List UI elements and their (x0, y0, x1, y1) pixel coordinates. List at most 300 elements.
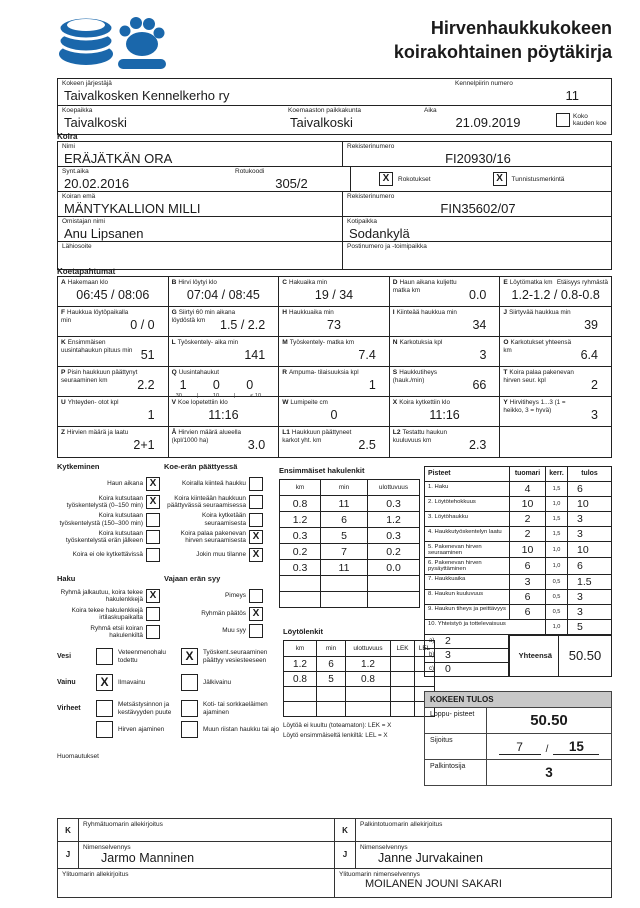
cell-value: 1 (147, 408, 155, 422)
cell-label: Ensimmäisen uusintahaukun pituus min (61, 339, 133, 354)
event-cell-empty (500, 427, 611, 457)
cell-label: Hakuaika min (288, 279, 328, 286)
cell-code: Z (61, 429, 66, 436)
full-season-checkbox[interactable] (556, 113, 570, 127)
field-dam-reg-number (343, 192, 611, 216)
q-sub-under10: < 10 (250, 392, 262, 399)
checkbox[interactable] (146, 607, 160, 621)
cell-label: Siirtyvää haukkua min (509, 309, 571, 316)
cell-value: 2.2 (137, 378, 155, 392)
field-label: Koko kauden koe (573, 112, 607, 127)
cell: 0.8 (280, 496, 321, 512)
cell-value: 11:16 (429, 408, 460, 423)
judge-score: 2 (509, 527, 545, 541)
field-value: Taivalkosken Kennelkerho ry (64, 87, 230, 103)
group-judge-name (79, 842, 335, 868)
field-label: Nimenselvennys (83, 844, 131, 851)
event-cell-C (279, 277, 390, 307)
result-score: 1.5 (567, 575, 611, 589)
multiplier: 1,0 (545, 558, 567, 573)
abc-table (424, 635, 509, 677)
cell (317, 702, 346, 717)
event-cell-Y (500, 397, 611, 427)
cell (391, 672, 415, 687)
event-cell-W (279, 397, 390, 427)
col-header: km (284, 641, 317, 657)
abc-row (425, 649, 508, 663)
check-label: Koira kutsutaan työskentelystä (0–150 min) (66, 494, 143, 509)
cell: 6 (321, 512, 368, 528)
page-title-line2: koirakohtainen pöytäkirja (393, 42, 612, 63)
check-label: Ryhmä etsii koiran hakulenkiltä (90, 624, 143, 639)
group-label: Vesi (57, 653, 72, 660)
field-label: Kokeen järjestäjä (62, 80, 112, 87)
k-marker: K (335, 819, 356, 841)
chief-judge-signature (58, 869, 335, 897)
cell-code: M (282, 339, 288, 346)
total-label: Yhteensä (518, 651, 552, 661)
field-label: Kotipaikka (347, 218, 377, 225)
q-sub-30: 30 (175, 392, 182, 399)
abc-label: c) (429, 666, 434, 673)
multiplier: 1,5 (545, 527, 567, 541)
dog-table (57, 141, 612, 270)
abc-row (425, 663, 508, 676)
checkbox[interactable] (249, 513, 263, 527)
page-title (394, 16, 612, 65)
row-label: Sijoitus (425, 734, 487, 759)
cell: 0.2 (368, 544, 420, 560)
cell-value: 2.5 (358, 438, 376, 452)
cell-value: 7.4 (358, 348, 376, 362)
result-box-title: KOKEEN TULOS (425, 692, 611, 708)
search-block (57, 574, 160, 643)
cell-value: 39 (584, 318, 598, 332)
check-label: Koira ei ole kytkettävissä (72, 551, 143, 559)
event-cell-T (500, 367, 611, 397)
field-label: Aika (424, 107, 437, 114)
points-header (425, 467, 611, 482)
check-label: Muu syy (222, 627, 246, 635)
check-item (164, 589, 263, 603)
checkbox[interactable] (249, 624, 263, 638)
vaccinations-checkbox[interactable]: X (379, 172, 393, 186)
points-row (425, 482, 611, 497)
event-cell-L2 (390, 427, 501, 457)
field-postal-code (343, 242, 611, 269)
event-cell-P (58, 367, 169, 397)
cell-value: 3 (479, 348, 487, 362)
cell-label: Haukkutiheys (hauk./min) (392, 369, 438, 384)
event-cell-Q (169, 367, 280, 397)
check-item (57, 530, 160, 544)
col-header: kerr. (545, 467, 567, 481)
event-cell-X (390, 397, 501, 427)
cell: 7 (321, 544, 368, 560)
field-value: 11 (565, 87, 579, 103)
event-cell-AA (169, 427, 280, 457)
event-cell-G (169, 307, 280, 337)
section-label-events: Koetapahtumat (57, 267, 116, 276)
signatures-table (57, 818, 612, 898)
checkbox[interactable] (249, 477, 263, 491)
table-title: Ensimmäiset hakulenkit (279, 466, 365, 475)
cell-value: 51 (140, 348, 155, 362)
q-value-under10: 0 (246, 377, 254, 392)
check-label: Koira kutsutaan työskentelystä erän jälkeen (65, 530, 143, 545)
cell: 0.3 (368, 528, 420, 544)
abc-value: 2 (445, 635, 451, 648)
vaccination-id-checks (351, 167, 611, 191)
cell-code: Y (503, 399, 508, 406)
field-value: Sodankylä (349, 225, 410, 241)
field-breed-code (231, 167, 351, 191)
field-label: Ylituomarin nimenselvennys (339, 870, 420, 878)
checkbox[interactable]: X (249, 530, 263, 544)
check-item (57, 548, 160, 562)
checkbox[interactable]: X (96, 674, 113, 691)
checkbox[interactable]: X (146, 495, 160, 509)
col-header: LEL (415, 641, 435, 657)
field-label: Nimi (62, 143, 75, 150)
event-cell-O (500, 337, 611, 367)
cell-code: O (503, 339, 509, 346)
row-label: Palkintosija (425, 760, 487, 785)
table-row (284, 672, 435, 687)
cell (368, 576, 420, 592)
checkbox[interactable] (181, 721, 198, 738)
cell: 0.0 (368, 560, 420, 576)
result-score: 3 (567, 590, 611, 604)
cell-value: 141 (244, 348, 266, 362)
check-label: Jälkivainu (203, 678, 232, 686)
cell-label: Haun aikana kuljettu matka km (392, 279, 457, 294)
points-row (425, 620, 611, 634)
field-terrain-place (284, 106, 420, 134)
check-item (57, 589, 160, 603)
cell-code: W (282, 399, 289, 406)
group-judge-signature (79, 819, 335, 841)
cell-code: E (503, 279, 508, 286)
check-label: Koti- tai sorkkaeläimen ajaminen (203, 701, 268, 716)
multiplier: 1,5 (545, 482, 567, 496)
cell (391, 657, 415, 672)
cell-code: A (61, 279, 66, 286)
cell-label: Ampuma- tilaisuuksia kpl (288, 369, 359, 376)
field-kennel-district (451, 79, 611, 105)
checkbox[interactable] (96, 648, 113, 665)
cell-value: 2 (591, 378, 598, 392)
cell-code: S (392, 369, 398, 376)
table-row (280, 512, 420, 528)
check-item (57, 512, 160, 526)
checkbox[interactable] (146, 513, 160, 527)
field-value: 20.02.2016 (64, 175, 130, 191)
cell-label: Hirvien määrä alueella (kpl/1000 ha) (171, 429, 242, 444)
field-trial-place (58, 106, 284, 134)
abc-label: a) (429, 638, 435, 645)
cell-label: Hakemaan klo (67, 279, 109, 286)
identification-checkbox[interactable]: X (493, 172, 507, 186)
result-score: 6 (567, 482, 611, 496)
cell: 0.2 (280, 544, 321, 560)
multiplier: 1,0 (545, 542, 567, 557)
field-label: Koiran emä (62, 193, 96, 200)
checkbox[interactable]: X (146, 477, 160, 491)
judge-score: 6 (509, 605, 545, 619)
result-score: 3 (567, 512, 611, 526)
placement-value (487, 734, 611, 759)
field-label: Omistajan nimi (62, 218, 105, 225)
field-street-address (58, 242, 343, 269)
cell: 0.8 (284, 672, 317, 687)
cell-code: K (61, 339, 66, 346)
table-row (284, 687, 435, 702)
field-value: Anu Lipsanen (64, 225, 144, 241)
points-table (424, 466, 612, 635)
table-row (280, 544, 420, 560)
cell-code: H (282, 309, 287, 316)
cell-label: Yhteyden- otot kpl (67, 399, 119, 406)
placement-number: 7 (499, 740, 541, 755)
cell: 0.3 (368, 496, 420, 512)
cell (346, 687, 391, 702)
checkbox[interactable] (96, 721, 113, 738)
check-label: Metsästysinnon ja kestävyyden puute (118, 701, 172, 716)
judge-score: 2 (509, 512, 545, 526)
points-row (425, 590, 611, 605)
cell-label: Hirvitiheys 1...3 (1 = heikko, 3 = hyvä) (503, 399, 566, 414)
cell-value: 1.5 / 2.2 (220, 318, 266, 332)
check-label: Ilmavainu (118, 678, 146, 686)
field-date (420, 106, 554, 134)
cell: 5 (317, 672, 346, 687)
cell-code: U (61, 399, 66, 406)
event-cell-J (500, 307, 611, 337)
cell-label: Pisin haukkuun päättynyt seuraaminen km (61, 369, 138, 384)
judge-score: 10 (509, 497, 545, 511)
field-label: Palkintotuomarin allekirjoitus (360, 821, 443, 828)
col-header: ulottuvuus (346, 641, 391, 657)
j-marker: J (58, 842, 79, 868)
prize-row (425, 760, 611, 785)
barrel-paw-icon (56, 12, 171, 72)
find-loops-table (283, 640, 435, 717)
table-row (284, 702, 435, 717)
q-separator: | (196, 392, 199, 399)
search-loops-table (279, 479, 420, 608)
k-marker: K (58, 819, 79, 841)
cell-code: F (61, 309, 66, 316)
event-cell-U (58, 397, 169, 427)
remarks-label: Huomautukset (57, 753, 99, 760)
event-cell-Z (58, 427, 169, 457)
cell-code: D (392, 279, 398, 286)
multiplier: 0,5 (545, 575, 567, 589)
checkbox[interactable] (181, 674, 198, 691)
judge-score: 6 (509, 590, 545, 604)
cell-value: 19 / 34 (314, 288, 354, 303)
checkbox[interactable]: X (249, 607, 263, 621)
cell: 1.2 (284, 657, 317, 672)
field-dog-name (58, 142, 343, 166)
incomplete-round-block (164, 574, 263, 642)
check-item (164, 530, 263, 544)
final-points-value: 50.50 (530, 711, 568, 729)
col-header: Pisteet (428, 470, 451, 477)
table-row (280, 592, 420, 608)
field-home-town (343, 217, 611, 241)
row-label: 1. Haku (428, 483, 449, 490)
checkbox[interactable] (146, 548, 160, 562)
check-item (57, 625, 160, 639)
row-label: 4. Haukkutyöskentelyn laatu (428, 528, 502, 535)
organiser-table (57, 78, 612, 135)
cell-label: Koira palaa pakenevan hirven seur. kpl (503, 369, 574, 384)
cell-value: 0 (330, 408, 338, 423)
row-label: 9. Haukun tiheys ja peittävyys (428, 606, 506, 613)
event-cell-I (390, 307, 501, 337)
cell-code: L2 (392, 429, 401, 436)
col-header: LEK (391, 641, 415, 657)
field-label: Koepaikka (62, 107, 93, 114)
col-header: ulottuvuus (368, 480, 420, 496)
prize-judge-signature (356, 819, 611, 841)
q-value-10: 0 (212, 377, 220, 392)
result-score: 3 (567, 605, 611, 619)
judge-score: 10 (509, 542, 545, 557)
checkbox[interactable] (181, 700, 198, 717)
field-value: 21.09.2019 (455, 114, 521, 130)
cell-label: Uusintahaukut (178, 369, 219, 376)
checkbox[interactable]: X (146, 589, 160, 603)
checkbox[interactable] (146, 625, 160, 639)
table-row (280, 560, 420, 576)
cell-value: 66 (472, 378, 487, 392)
field-owner-name (58, 217, 343, 241)
cell (321, 592, 368, 608)
checkbox[interactable] (249, 495, 263, 509)
cell (391, 702, 415, 717)
field-value: MÄNTYKALLION MILLI (64, 200, 201, 216)
check-label: Koira palaa pakenevan hirven seuraamisesta (180, 530, 246, 545)
field-value: Taivalkoski (290, 114, 353, 130)
field-label: Tunnistusmerkintä (511, 175, 565, 183)
cell-value: 34 (472, 318, 487, 332)
points-row (425, 527, 611, 542)
field-label: Rokotukset (398, 175, 431, 183)
final-points-row (425, 708, 611, 734)
checkbox[interactable]: X (249, 548, 263, 562)
result-score: 10 (567, 497, 611, 511)
first-search-loops (279, 466, 420, 608)
points-row (425, 575, 611, 590)
row-label: 2. Löytötehokkuus (428, 498, 476, 505)
event-cell-M (279, 337, 390, 367)
cell: 1.2 (280, 512, 321, 528)
points-row (425, 542, 611, 558)
cell-label: Löytömatka km (509, 279, 553, 286)
field-label: Synt.aika (62, 168, 89, 175)
event-cell-E (500, 277, 611, 307)
points-row (425, 605, 611, 620)
field-label: Postinumero ja -toimipaikka (347, 243, 427, 250)
check-item (164, 607, 263, 621)
round-end-block (164, 462, 263, 566)
field-label: Lähiosoite (62, 243, 92, 250)
field-label: Ylituomarin allekirjoitus (62, 870, 129, 878)
check-label: Ryhmän päätös (201, 609, 246, 617)
abc-value: 0 (445, 663, 451, 676)
field-label: Rekisterinumero (347, 143, 395, 150)
check-label: Hirven ajaminen (118, 725, 165, 733)
cell-value: 3 (591, 408, 598, 422)
check-item (164, 495, 263, 509)
multiplier: 1,0 (545, 620, 567, 634)
field-organiser (58, 79, 451, 105)
chief-judge-name (335, 869, 611, 897)
multiplier: 0,5 (545, 605, 567, 619)
cell-code: C (282, 279, 287, 286)
lel-note: Löytö ensimmäiseltä lenkiltä: LEL = X (283, 731, 388, 739)
cell-value: 73 (327, 318, 341, 333)
row-label: 7. Haukkuaika (428, 576, 466, 583)
q-sub-10: 10 (212, 392, 220, 399)
cell-label: Koira kytkettiin klo (399, 399, 450, 406)
event-cell-B (169, 277, 280, 307)
field-label: Rekisterinumero (347, 193, 395, 200)
cell-code: Å (171, 429, 177, 436)
check-label: Pimeys (225, 592, 246, 600)
cell (368, 592, 420, 608)
cell-value: 2.3 (469, 438, 487, 452)
checkbox[interactable] (146, 530, 160, 544)
check-label: Muun riistan haukku tai ajo (203, 725, 280, 733)
checkbox[interactable]: X (181, 648, 198, 665)
cell: 11 (321, 496, 368, 512)
check-item (57, 477, 160, 491)
cell-value: 1.2-1.2 / 0.8-0.8 (511, 288, 600, 303)
scent-row (57, 674, 279, 691)
water-scent-faults-block (57, 648, 279, 738)
event-cell-L1 (279, 427, 390, 457)
group-label: Vainu (57, 679, 76, 686)
cell-label: Siirtyi 60 min aikana löydöstä km (171, 309, 236, 324)
row-label: 5. Pakenevan hirven seuraaminen (428, 543, 482, 556)
field-reg-number (343, 142, 611, 166)
checkbox[interactable] (249, 589, 263, 603)
cell: 0.3 (280, 560, 321, 576)
checkbox[interactable] (96, 700, 113, 717)
result-score: 5 (567, 620, 611, 634)
cell-code: P (61, 369, 66, 376)
event-cell-L (169, 337, 280, 367)
cell: 11 (321, 560, 368, 576)
cell: 1.2 (346, 657, 391, 672)
table-title: Löytölenkit (283, 627, 324, 636)
check-label: Työskent.seuraaminen päättyy vesiesteeseen (203, 649, 268, 664)
block-title: Koe-erän päättyessä (164, 462, 238, 471)
q-separator: | (233, 392, 236, 399)
cell: 6 (317, 657, 346, 672)
cell-code: L1 (282, 429, 290, 436)
find-loops (283, 627, 435, 741)
field-value: ERÄJÄTKÄN ORA (64, 150, 173, 166)
table-row (284, 657, 435, 672)
row-label: 3. Löytöhaukku (428, 513, 468, 520)
faults-rows (57, 700, 279, 738)
cell-value: 6.4 (580, 348, 598, 362)
